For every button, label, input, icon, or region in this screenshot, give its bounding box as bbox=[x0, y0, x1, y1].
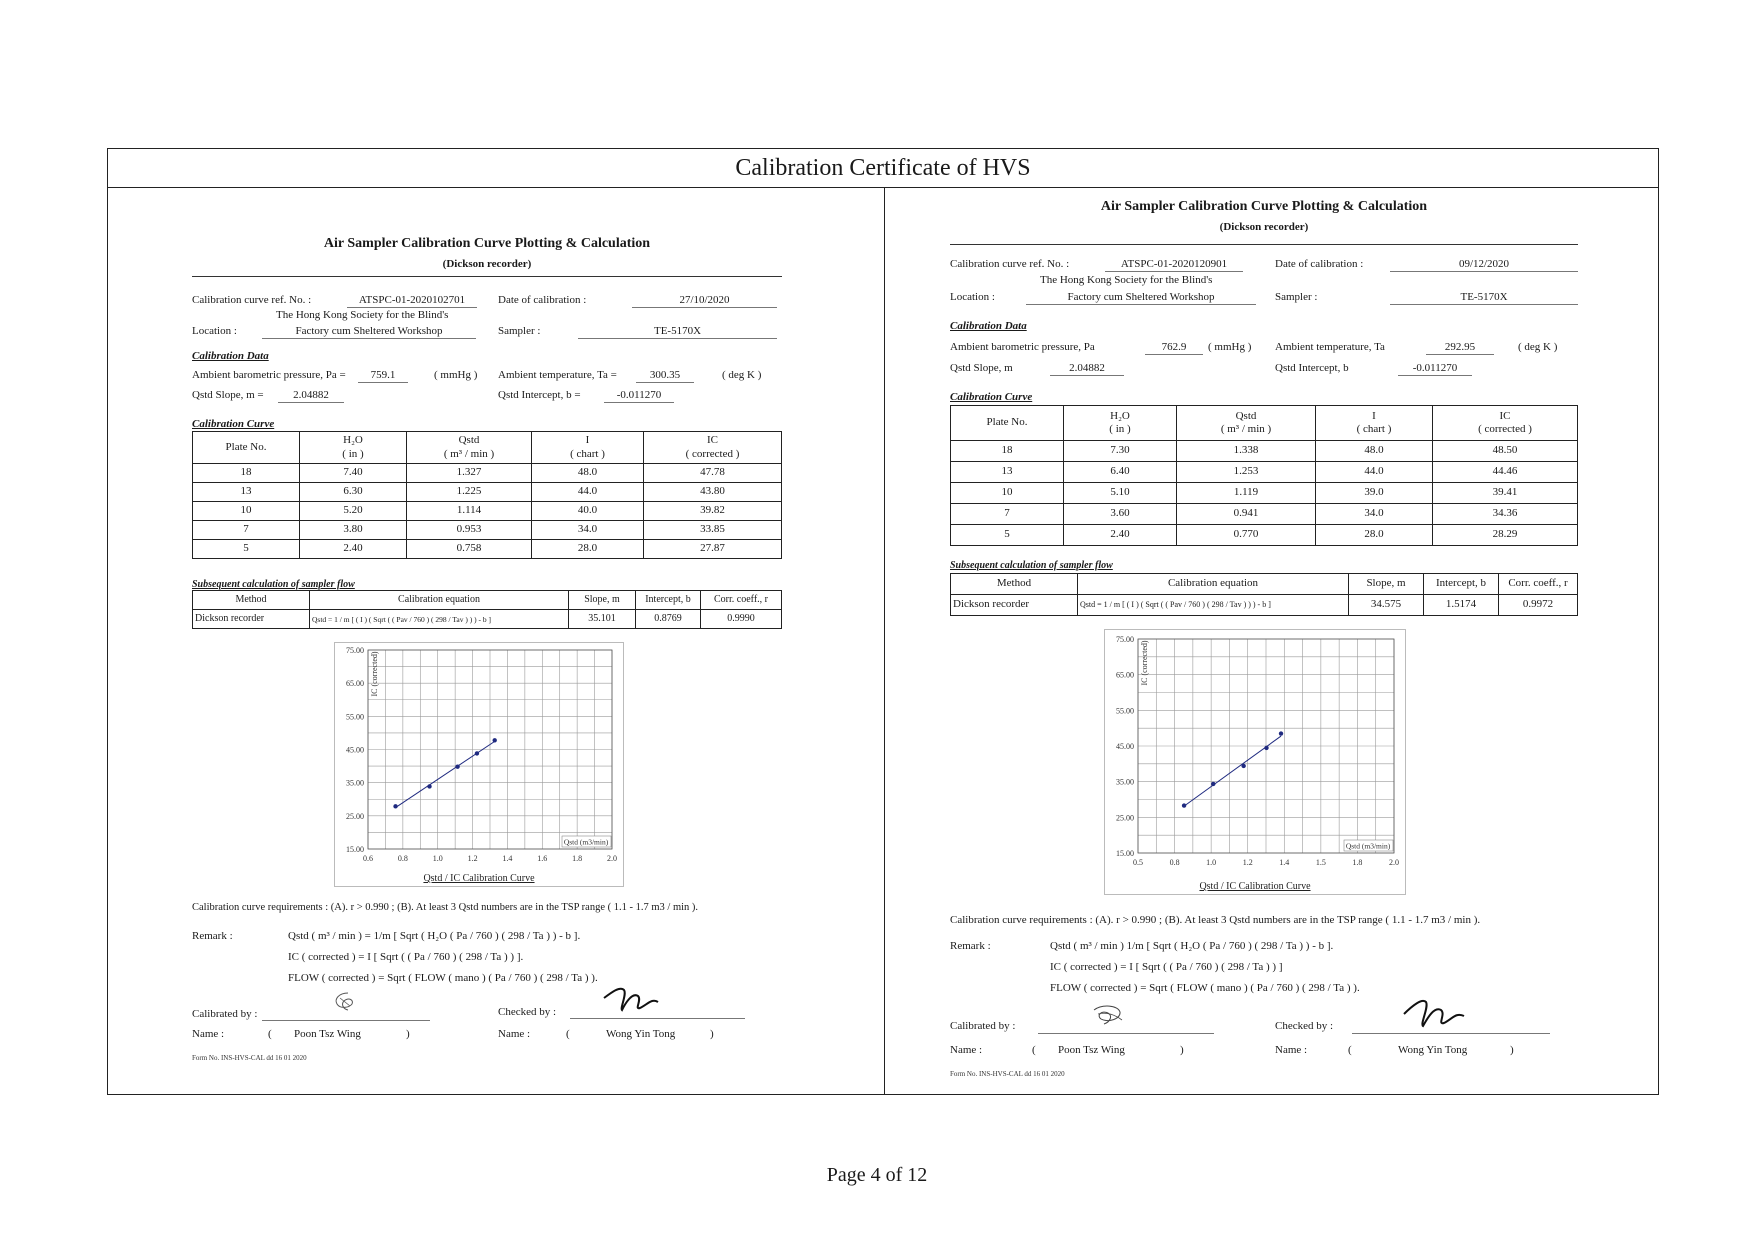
slope-value: 2.04882 bbox=[1050, 362, 1124, 376]
checked-name: Wong Yin Tong bbox=[606, 1028, 676, 1040]
pressure-value: 762.9 bbox=[1145, 341, 1203, 355]
x-tick-label: 1.2 bbox=[1242, 858, 1253, 867]
checked-by-line bbox=[1352, 1033, 1550, 1034]
intercept-label: Qstd Intercept, b = bbox=[498, 389, 581, 401]
calibration-table bbox=[950, 405, 1578, 546]
header-ic: IC ( corrected ) bbox=[644, 432, 782, 464]
y-tick-label: 45.00 bbox=[1116, 742, 1134, 751]
calibrated-name: Poon Tsz Wing bbox=[294, 1028, 361, 1040]
x-tick-label: 1.4 bbox=[502, 854, 513, 863]
intercept-value: -0.011270 bbox=[1398, 362, 1472, 376]
y-tick-label: 75.00 bbox=[1116, 635, 1134, 644]
calibration-form-left: Air Sampler Calibration Curve Plotting & Calculation (Dickson recorder) Calibration curve ref. No. : ATSPC-01-2020102701 Date of calibration : 27/10/2020 The Hong Kong Society for the Blind's Location : Factory cum Sheltered Workshop Sampler : TE-5170X Calibration Data Ambient barometric pressure, Pa = 759.1 ( mmHg ) Ambient temperature, Ta = 300.35 ( deg K ) Qstd Slope, m = 2.04882 Qstd Intercept, b = -0.011270 Calibration Curve Plate No. H₂O ( in ) Qstd ( m³ / min ) I ( chart ) IC ( corrected ) 18 7.40 1.327 48.0 47.78 13 6.30 1.225 44.0 43.80 10 5.20 1.114 40.0 39.82 7 3.80 0.953 34.0 33.85 5 2.40 0.758 28.0 27.87 Subsequent calculation of sampler flow Method Calibration equation Slope, m Intercept, b Corr. coeff., r Dickson recorder Qstd = 1 / m [ ( I ) ( Sqrt ( ( Pav / 760 ) ( 298 / Tav ) ) ) - b ] 35.101 0.8769 0.9990 0.6 0.8 1.0 1.2 1.4 1.6 1.8 2.0 15.00 25.00 35.00 45.00 55.00 65.00 75.00 IC (corrected) Qstd (m3/min) Qstd / IC Calibration Curve Calibration curve requirements : (A). r > 0.990 ; (B). At least 3 Qstd numbers are in the TSP range ( 1.1 - 1.7 m3 / min ). Remark : Qstd ( m³ / min ) = 1/m [ Sqrt ( H₂O ( Pa / 760 ) ( 298 / Ta ) ) - b ]. IC ( corrected ) = I [ Sqrt ( ( Pa / 760 ) ( 298 / Ta ) ) ]. FLOW ( corrected ) = Sqrt ( FLOW ( mano ) ( Pa / 760 ) ( 298 / Ta ) ). Calibrated by : Checked by : Name : ( Poon Tsz Wing ) Name : ( Wong Yin Tong ) Form No. INS-HVS-CAL dd 16 01 2020 bbox=[192, 232, 782, 1072]
location-label: Location : bbox=[950, 291, 995, 303]
y-tick-label: 45.00 bbox=[346, 745, 364, 755]
x-tick-label: 0.5 bbox=[1133, 858, 1143, 867]
ref-no: ATSPC-01-2020102701 bbox=[347, 294, 477, 308]
calibration-curve-heading: Calibration Curve bbox=[192, 418, 275, 430]
slope-value: 2.04882 bbox=[278, 389, 344, 403]
temp-label: Ambient temperature, Ta = bbox=[498, 369, 617, 381]
calibration-form-right: Air Sampler Calibration Curve Plotting & Calculation (Dickson recorder) Calibration curve ref. No. : ATSPC-01-2020120901 Date of calibration : 09/12/2020 The Hong Kong Society for the Blind's Location : Factory cum Sheltered Workshop Sampler : TE-5170X Calibration Data Ambient barometric pressure, Pa 762.9 ( mmHg ) Ambient temperature, Ta 292.95 ( deg K ) Qstd Slope, m 2.04882 Qstd Intercept, b -0.011270 Calibration Curve Plate No. H₂O ( in ) Qstd ( m³ / min ) I ( chart ) IC ( corrected ) 18 7.30 1.338 48.0 48.50 13 6.40 1.253 44.0 44.46 10 5.10 1.119 39.0 39.41 7 3.60 0.941 34.0 34.36 5 2.40 0.770 28.0 28.29 Subsequent calculation of sampler flow Method Calibration equation Slope, m Intercept, b Corr. coeff., r Dickson recorder Qstd = 1 / m [ ( I ) ( Sqrt ( ( Pav / 760 ) ( 298 / Tav ) ) ) - b ] 34.575 1.5174 0.9972 0.5 0.8 1.0 1.2 1.4 1.5 1.8 2.0 15.00 25.00 35.00 45.00 55.00 65.00 75.00 IC (corrected) Qstd (m3/min) Qstd / IC Calibration Curve Calibration curve requirements : (A). r > 0.990 ; (B). At least 3 Qstd numbers are in the TSP range ( 1.1 - 1.7 m3 / min ). Remark : Qstd ( m³ / min ) 1/m [ Sqrt ( H₂O ( Pa / 760 ) ( 298 / Ta ) ) - b ]. IC ( corrected ) = I [ Sqrt ( ( Pa / 760 ) ( 298 / Ta ) ) ] FLOW ( corrected ) = Sqrt ( FLOW ( mano ) ( Pa / 760 ) ( 298 / Ta ) ). Calibrated by : Checked by : Name : ( Poon Tsz Wing ) Name : ( Wong Yin Tong ) Form No. INS-HVS-CAL dd 16 01 2020 bbox=[950, 196, 1578, 1086]
x-tick-label: 1.8 bbox=[1352, 858, 1363, 867]
calibrated-signature bbox=[1088, 1002, 1128, 1028]
table-row: 5 2.40 0.770 28.0 28.29 bbox=[951, 525, 1578, 546]
x-tick-label: 1.2 bbox=[467, 854, 478, 863]
x-tick-label: 2.0 bbox=[1389, 858, 1399, 867]
sampler-label: Sampler : bbox=[1275, 291, 1318, 303]
calibrated-by-line bbox=[1038, 1033, 1214, 1034]
calibrated-name-label: Name : bbox=[192, 1028, 225, 1040]
table-row: 18 7.40 1.327 48.0 47.78 bbox=[193, 464, 782, 483]
x-tick-label: 1.6 bbox=[537, 854, 548, 863]
pressure-label: Ambient barometric pressure, Pa bbox=[950, 341, 1095, 353]
x-tick-label: 1.8 bbox=[572, 854, 583, 863]
x-tick-label: 1.0 bbox=[432, 854, 443, 863]
x-axis-label: Qstd (m3/min) bbox=[563, 837, 609, 847]
pressure-label: Ambient barometric pressure, Pa = bbox=[192, 369, 346, 381]
remark-flow: FLOW ( corrected ) = Sqrt ( FLOW ( mano ) ( Pa / 760 ) ( 298 / Ta ) ). bbox=[288, 972, 598, 984]
remark-flow: FLOW ( corrected ) = Sqrt ( FLOW ( mano ) ( Pa / 760 ) ( 298 / Ta ) ). bbox=[1050, 982, 1360, 994]
calibrated-name-label: Name : bbox=[950, 1044, 983, 1056]
remark-label: Remark : bbox=[192, 930, 233, 942]
table-row: 7 3.60 0.941 34.0 34.36 bbox=[951, 504, 1578, 525]
temp-value: 292.95 bbox=[1426, 341, 1494, 355]
date-label: Date of calibration : bbox=[498, 294, 587, 306]
form-subtitle: (Dickson recorder) bbox=[1219, 221, 1309, 233]
sampler-label: Sampler : bbox=[498, 325, 541, 337]
header-i: I ( chart ) bbox=[532, 432, 644, 464]
header-qstd: Qstd ( m³ / min ) bbox=[1177, 406, 1316, 441]
remark-qstd: Qstd ( m³ / min ) = 1/m [ Sqrt ( H₂O ( Pa / 760 ) ( 298 / Ta ) ) - b ]. bbox=[288, 930, 581, 942]
y-tick-label: 65.00 bbox=[346, 679, 364, 689]
header-h2o: H₂O ( in ) bbox=[300, 432, 407, 464]
table-row: 18 7.30 1.338 48.0 48.50 bbox=[951, 441, 1578, 462]
curve-requirements: Calibration curve requirements : (A). r > 0.990 ; (B). At least 3 Qstd numbers are in the TSP range ( 1.1 - 1.7 m3 / min ). bbox=[950, 914, 1481, 926]
header-i: I ( chart ) bbox=[1316, 406, 1433, 441]
form-number: Form No. INS-HVS-CAL dd 16 01 2020 bbox=[950, 1070, 1065, 1078]
table-row: 5 2.40 0.758 28.0 27.87 bbox=[193, 540, 782, 559]
form-title: Air Sampler Calibration Curve Plotting & Calculation bbox=[1100, 199, 1428, 214]
ref-label: Calibration curve ref. No. : bbox=[192, 294, 312, 306]
checked-name-label: Name : bbox=[498, 1028, 531, 1040]
data-point bbox=[1279, 731, 1283, 735]
slope-label: Qstd Slope, m = bbox=[192, 389, 264, 401]
table-row: Dickson recorder Qstd = 1 / m [ ( I ) ( Sqrt ( ( Pav / 760 ) ( 298 / Tav ) ) ) - b ] 35.101 0.8769 0.9990 bbox=[193, 610, 782, 629]
subsequent-heading: Subsequent calculation of sampler flow bbox=[950, 560, 1113, 571]
x-tick-label: 1.5 bbox=[1315, 858, 1326, 867]
table-row: 13 6.40 1.253 44.0 44.46 bbox=[951, 462, 1578, 483]
chart-title: Qstd / IC Calibration Curve bbox=[1199, 881, 1311, 892]
calibrated-name: Poon Tsz Wing bbox=[1058, 1044, 1125, 1056]
y-tick-label: 65.00 bbox=[1116, 670, 1134, 680]
y-tick-label: 75.00 bbox=[346, 646, 364, 655]
slope-label: Qstd Slope, m bbox=[950, 362, 1013, 374]
calibration-data-heading: Calibration Data bbox=[950, 320, 1027, 332]
remark-label: Remark : bbox=[950, 940, 991, 952]
calibration-chart-svg bbox=[334, 642, 624, 887]
data-point bbox=[427, 784, 431, 788]
table-row: 7 3.80 0.953 34.0 33.85 bbox=[193, 521, 782, 540]
location-line1: The Hong Kong Society for the Blind's bbox=[276, 309, 449, 321]
y-tick-label: 25.00 bbox=[1116, 813, 1134, 823]
y-tick-label: 15.00 bbox=[1116, 849, 1134, 858]
data-point bbox=[455, 764, 459, 768]
remark-ic: IC ( corrected ) = I [ Sqrt ( ( Pa / 760 ) ( 298 / Ta ) ) ] bbox=[1050, 961, 1283, 973]
sampler-model: TE-5170X bbox=[578, 325, 777, 339]
checked-by-line bbox=[570, 1018, 745, 1019]
x-tick-label: 0.6 bbox=[363, 854, 373, 863]
title-rule bbox=[950, 244, 1578, 245]
x-tick-label: 0.8 bbox=[1169, 858, 1180, 867]
calibration-data-heading: Calibration Data bbox=[192, 350, 269, 362]
location-line1: The Hong Kong Society for the Blind's bbox=[1040, 274, 1213, 286]
remark-ic: IC ( corrected ) = I [ Sqrt ( ( Pa / 760 ) ( 298 / Ta ) ) ]. bbox=[288, 951, 524, 963]
temp-label: Ambient temperature, Ta bbox=[1275, 341, 1385, 353]
x-tick-label: 2.0 bbox=[607, 854, 617, 863]
flow-table: Method Calibration equation Slope, m Intercept, b Corr. coeff., r Dickson recorder Qstd = 1 / m [ ( I ) ( Sqrt ( ( Pav / 760 ) ( 298 / Tav ) ) ) - b ] 35.101 0.8769 0.9990 bbox=[192, 590, 782, 629]
table-row: 10 5.10 1.119 39.0 39.41 bbox=[951, 483, 1578, 504]
data-point bbox=[493, 738, 497, 742]
y-tick-label: 55.00 bbox=[1116, 706, 1134, 716]
data-point bbox=[1264, 746, 1268, 750]
calibration-date: 09/12/2020 bbox=[1390, 258, 1578, 272]
checked-name-label: Name : bbox=[1275, 1044, 1308, 1056]
form-title: Air Sampler Calibration Curve Plotting & Calculation bbox=[323, 236, 651, 251]
table-row: 10 5.20 1.114 40.0 39.82 bbox=[193, 502, 782, 521]
location-line2: Factory cum Sheltered Workshop bbox=[262, 325, 476, 339]
data-point bbox=[1182, 803, 1186, 807]
y-tick-label: 15.00 bbox=[346, 845, 364, 854]
table-row: 13 6.30 1.225 44.0 43.80 bbox=[193, 483, 782, 502]
title-rule bbox=[192, 276, 782, 277]
remark-qstd: Qstd ( m³ / min ) 1/m [ Sqrt ( H₂O ( Pa / 760 ) ( 298 / Ta ) ) - b ]. bbox=[1050, 940, 1334, 952]
calibrated-by-label: Calibrated by : bbox=[192, 1008, 258, 1020]
pressure-value: 759.1 bbox=[358, 369, 408, 383]
y-tick-label: 55.00 bbox=[346, 712, 364, 722]
page-number: Page 4 of 12 bbox=[826, 1164, 928, 1186]
temp-unit: ( deg K ) bbox=[722, 369, 762, 381]
calibrated-by-label: Calibrated by : bbox=[950, 1020, 1016, 1032]
form-number: Form No. INS-HVS-CAL dd 16 01 2020 bbox=[192, 1054, 307, 1062]
x-tick-label: 0.8 bbox=[397, 854, 408, 863]
x-tick-label: 1.4 bbox=[1279, 858, 1290, 867]
table-row: Dickson recorder Qstd = 1 / m [ ( I ) ( Sqrt ( ( Pav / 760 ) ( 298 / Tav ) ) ) - b ] 34.575 1.5174 0.9972 bbox=[951, 595, 1578, 616]
calibration-date: 27/10/2020 bbox=[632, 294, 777, 308]
data-point bbox=[1211, 782, 1215, 786]
flow-table: Method Calibration equation Slope, m Intercept, b Corr. coeff., r Dickson recorder Qstd = 1 / m [ ( I ) ( Sqrt ( ( Pav / 760 ) ( 298 / Tav ) ) ) - b ] 34.575 1.5174 0.9972 bbox=[950, 573, 1578, 616]
certificate-title: Calibration Certificate of HVS bbox=[108, 149, 1658, 188]
ref-label: Calibration curve ref. No. : bbox=[950, 258, 1070, 270]
data-point bbox=[1241, 764, 1245, 768]
y-tick-label: 35.00 bbox=[346, 778, 364, 788]
y-axis-label: IC (corrected) bbox=[1140, 640, 1149, 686]
data-point bbox=[475, 751, 479, 755]
location-label: Location : bbox=[192, 325, 237, 337]
panel-divider bbox=[884, 188, 885, 1094]
checked-signature bbox=[602, 984, 662, 1014]
intercept-label: Qstd Intercept, b bbox=[1275, 362, 1349, 374]
intercept-value: -0.011270 bbox=[604, 389, 674, 403]
header-ic: IC ( corrected ) bbox=[1433, 406, 1578, 441]
calibration-chart bbox=[334, 642, 624, 887]
checked-name: Wong Yin Tong bbox=[1398, 1044, 1468, 1056]
temp-unit: ( deg K ) bbox=[1518, 341, 1558, 353]
header-qstd: Qstd ( m³ / min ) bbox=[407, 432, 532, 464]
y-tick-label: 35.00 bbox=[1116, 777, 1134, 787]
chart-title: Qstd / IC Calibration Curve bbox=[423, 873, 535, 884]
subsequent-heading: Subsequent calculation of sampler flow bbox=[192, 579, 355, 590]
chart-frame bbox=[1105, 630, 1406, 895]
ref-no: ATSPC-01-2020120901 bbox=[1105, 258, 1243, 272]
header-plate: Plate No. bbox=[951, 406, 1064, 441]
calibration-curve-heading: Calibration Curve bbox=[950, 391, 1033, 403]
y-axis-label: IC (corrected) bbox=[370, 651, 379, 697]
data-point bbox=[393, 804, 397, 808]
calibration-chart-svg bbox=[1104, 629, 1406, 895]
temp-value: 300.35 bbox=[636, 369, 694, 383]
checked-by-label: Checked by : bbox=[498, 1006, 557, 1018]
sampler-model: TE-5170X bbox=[1390, 291, 1578, 305]
checked-signature bbox=[1402, 996, 1466, 1030]
calibration-table bbox=[192, 431, 782, 559]
location-line2: Factory cum Sheltered Workshop bbox=[1026, 291, 1256, 305]
x-axis-label: Qstd (m3/min) bbox=[1345, 841, 1391, 851]
pressure-unit: ( mmHg ) bbox=[1208, 341, 1252, 353]
y-tick-label: 25.00 bbox=[346, 811, 364, 821]
calibrated-signature bbox=[330, 990, 360, 1014]
header-plate: Plate No. bbox=[193, 432, 300, 464]
header-h2o: H₂O ( in ) bbox=[1064, 406, 1177, 441]
checked-by-label: Checked by : bbox=[1275, 1020, 1334, 1032]
calibrated-by-line bbox=[262, 1020, 430, 1021]
curve-requirements: Calibration curve requirements : (A). r > 0.990 ; (B). At least 3 Qstd numbers are in the TSP range ( 1.1 - 1.7 m3 / min ). bbox=[192, 902, 699, 913]
x-tick-label: 1.0 bbox=[1206, 858, 1217, 867]
pressure-unit: ( mmHg ) bbox=[434, 369, 478, 381]
date-label: Date of calibration : bbox=[1275, 258, 1364, 270]
form-subtitle: (Dickson recorder) bbox=[442, 258, 532, 270]
calibration-chart bbox=[1104, 629, 1406, 895]
